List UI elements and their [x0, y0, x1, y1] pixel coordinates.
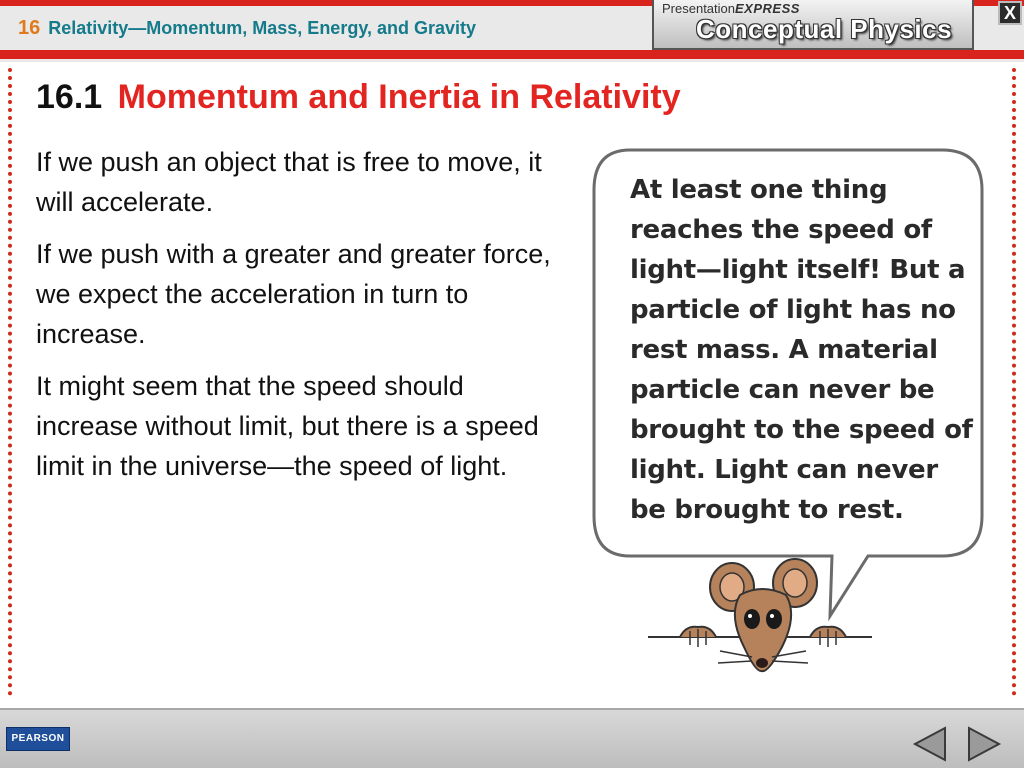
- brand-logo: [652, 0, 974, 50]
- body-paragraph: If we push an object that is free to move, it will accelerate.: [36, 147, 542, 217]
- header-bottom-stripe: [0, 50, 1024, 59]
- section-title: Momentum and Inertia in Relativity: [117, 78, 681, 116]
- previous-slide-button[interactable]: [910, 724, 950, 764]
- footer-bar: [0, 708, 1024, 768]
- next-slide-button[interactable]: [964, 724, 1004, 764]
- triangle-right-icon: [969, 728, 999, 760]
- body-paragraph: If we push with a greater and greater force, we expect the acceleration in turn to increase.: [36, 239, 551, 349]
- publisher-logo: PEARSON: [6, 727, 70, 751]
- chapter-heading: [0, 8, 650, 48]
- mouse-icon: [640, 555, 880, 685]
- section-number: 16.1: [36, 78, 103, 116]
- body-paragraph: It might seem that the speed should increase without limit, but there is a speed limit in the universe—the speed of light.: [36, 371, 539, 481]
- bubble-text: At least one thing reaches the speed of light—light itself! But a particle of light has no rest mass. A material particle can never be brought to the speed of light. Light can never be brought to rest.: [630, 175, 973, 525]
- body-text: [36, 142, 556, 498]
- slide-title: [36, 78, 681, 117]
- chapter-title: Relativity—Momentum, Mass, Energy, and Gravity: [48, 17, 477, 38]
- chapter-number: 16: [18, 16, 41, 39]
- triangle-left-icon: [915, 728, 945, 760]
- right-dotted-border: [1012, 68, 1016, 696]
- brand-subtitle: PresentationEXPRESS: [662, 1, 800, 16]
- brand-title: Conceptual Physics: [696, 14, 953, 44]
- close-button[interactable]: X: [998, 1, 1022, 25]
- left-dotted-border: [8, 68, 12, 696]
- header-bar: [0, 0, 1024, 62]
